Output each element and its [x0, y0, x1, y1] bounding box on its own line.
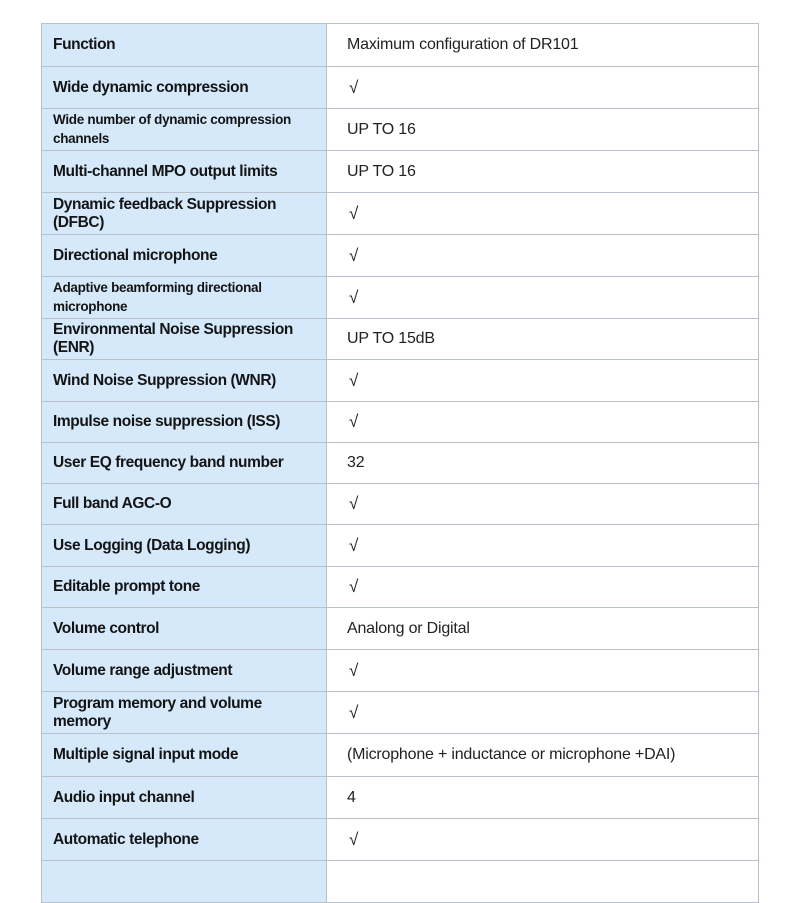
row-value: UP TO 16: [327, 109, 759, 151]
table-row: [42, 277, 759, 319]
row-value: √: [327, 484, 759, 525]
row-label: Environmental Noise Suppression (ENR): [42, 319, 327, 360]
table-row: [42, 861, 759, 903]
table-row: [42, 193, 759, 235]
row-label: Program memory and volume memory: [42, 692, 327, 734]
header-label: Function: [42, 24, 327, 67]
row-label: Multiple signal input mode: [42, 734, 327, 777]
table-header-row: [42, 24, 759, 67]
table-row: [42, 402, 759, 443]
row-label: User EQ frequency band number: [42, 443, 327, 484]
row-value: Analong or Digital: [327, 608, 759, 650]
row-label: Impulse noise suppression (ISS): [42, 402, 327, 443]
row-label: Editable prompt tone: [42, 567, 327, 608]
row-value: 32: [327, 443, 759, 484]
row-label: [42, 861, 327, 903]
row-label: Use Logging (Data Logging): [42, 525, 327, 567]
table-row: [42, 484, 759, 525]
row-label: Multi-channel MPO output limits: [42, 151, 327, 193]
row-label: Audio input channel: [42, 777, 327, 819]
row-value: √: [327, 567, 759, 608]
row-value: √: [327, 67, 759, 109]
table-row: [42, 109, 759, 151]
row-label: Directional microphone: [42, 235, 327, 277]
table-row: [42, 443, 759, 484]
table-row: [42, 608, 759, 650]
row-value: (Microphone + inductance or microphone +DAI): [327, 734, 759, 777]
row-value: √: [327, 193, 759, 235]
row-value: √: [327, 360, 759, 402]
row-label: Volume range adjustment: [42, 650, 327, 692]
row-value: √: [327, 525, 759, 567]
row-label: Wind Noise Suppression (WNR): [42, 360, 327, 402]
row-label: Volume control: [42, 608, 327, 650]
table-row: [42, 235, 759, 277]
row-label: Full band AGC-O: [42, 484, 327, 525]
row-value: √: [327, 277, 759, 319]
table-row: [42, 567, 759, 608]
row-value: √: [327, 402, 759, 443]
row-label: Adaptive beamforming directional microphone: [42, 277, 327, 319]
table-row: [42, 319, 759, 360]
spec-table: [41, 23, 759, 903]
table-row: [42, 819, 759, 861]
row-value: UP TO 15dB: [327, 319, 759, 360]
row-value: √: [327, 692, 759, 734]
row-label: Wide number of dynamic compression channels: [42, 109, 327, 151]
row-label: Automatic telephone: [42, 819, 327, 861]
table-row: [42, 734, 759, 777]
table-row: [42, 650, 759, 692]
row-value: √: [327, 235, 759, 277]
row-value: 4: [327, 777, 759, 819]
table-row: [42, 525, 759, 567]
header-value: Maximum configuration of DR101: [327, 24, 759, 67]
table-row: [42, 67, 759, 109]
row-value: [327, 861, 759, 903]
table-row: [42, 151, 759, 193]
row-value: UP TO 16: [327, 151, 759, 193]
row-value: √: [327, 650, 759, 692]
row-value: √: [327, 819, 759, 861]
table-row: [42, 692, 759, 734]
row-label: Dynamic feedback Suppression (DFBC): [42, 193, 327, 235]
row-label: Wide dynamic compression: [42, 67, 327, 109]
table-row: [42, 777, 759, 819]
table-row: [42, 360, 759, 402]
